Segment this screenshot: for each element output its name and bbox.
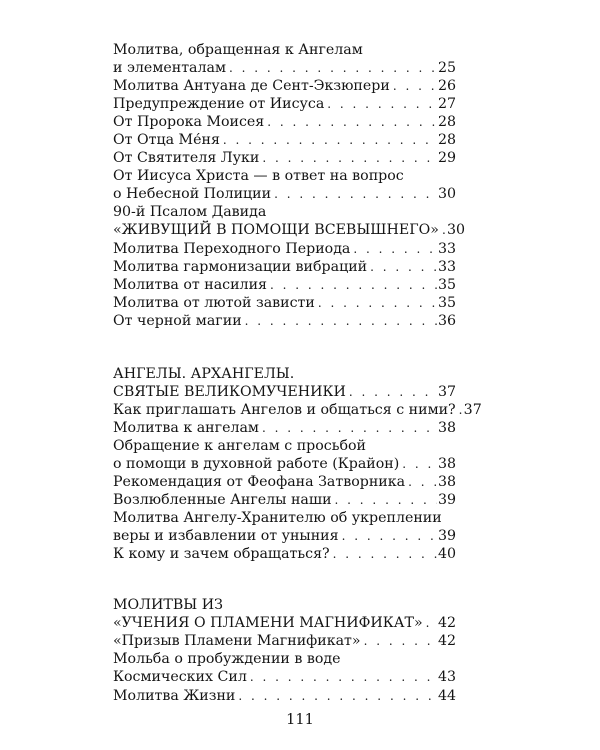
page-number: 111 [286, 712, 314, 728]
toc-entry[interactable] [113, 41, 456, 77]
toc-entry-line [113, 312, 456, 330]
dot-leader [442, 221, 446, 239]
toc-entry-title: «ЖИВУЩИЙ В ПОМОЩИ ВСЕВЫШНЕГО» [113, 222, 439, 239]
toc-page-number: 29 [437, 150, 456, 167]
toc-page-number: 44 [437, 687, 456, 704]
dot-leader [408, 473, 437, 491]
toc-page-number: 40 [437, 546, 456, 563]
dot-leader [342, 527, 437, 545]
dot-leader [335, 491, 437, 509]
toc-entry-line [113, 419, 456, 437]
toc-entry-title: Молитва гармонизации вибраций [113, 258, 368, 275]
toc-entry-title: «УЧЕНИЯ О ПЛАМЕНИ МАГНИФИКАТ» [113, 615, 423, 632]
dot-leader [364, 632, 437, 650]
toc-page-number: 35 [437, 294, 456, 311]
toc-entry[interactable] [113, 596, 456, 632]
toc-page-number: 35 [437, 276, 456, 293]
toc-entry-title: Молитва от насилия [113, 276, 267, 293]
toc-entry[interactable] [113, 419, 456, 437]
toc-entry-line [113, 240, 456, 258]
toc-entry-line [113, 596, 456, 614]
toc-entry-title: «Призыв Пламени Магнификат» [113, 633, 361, 650]
toc-entry[interactable] [113, 276, 456, 294]
toc-page-number: 37 [463, 401, 482, 418]
toc-entry-line [113, 203, 456, 221]
toc-entry[interactable] [113, 650, 456, 686]
toc-entry-title: Молитва Переходного Периода [113, 240, 351, 257]
toc-entry-line [113, 473, 456, 491]
toc-entry-title: АНГЕЛЫ. АРХАНГЕЛЫ. [113, 365, 295, 382]
toc-entry[interactable] [113, 113, 456, 131]
toc-entry-title: Молитва Антуана де Сент-Экзюпери [113, 78, 390, 95]
toc-page-number: 30 [437, 186, 456, 203]
toc-entry-title: Космических Сил [113, 669, 247, 686]
dot-leader [426, 614, 437, 632]
toc-entry-title: От Отца Ме́ня [113, 132, 220, 149]
toc-entry-line [113, 95, 456, 113]
toc-entry-title: Молитва Ангелу-Хранителю об укреплении [113, 510, 442, 527]
toc-page-number: 27 [437, 96, 456, 113]
toc-page-number: 38 [437, 419, 456, 436]
toc-page-number: 39 [437, 528, 456, 545]
toc-entry[interactable] [113, 473, 456, 491]
toc-entry[interactable] [113, 491, 456, 509]
toc-page-number: 37 [437, 383, 456, 400]
toc-entry-title: Рекомендация от Феофана Затворника [113, 474, 406, 491]
toc-entry-title: От Святителя Луки [113, 150, 260, 167]
toc-page-number: 26 [437, 78, 456, 95]
toc-entry[interactable] [113, 294, 456, 312]
toc-page-number: 30 [446, 222, 465, 239]
toc-page-number: 38 [437, 474, 456, 491]
toc-entry[interactable] [113, 401, 482, 419]
toc-entry-line [113, 687, 456, 705]
toc-page-number: 42 [437, 615, 456, 632]
toc-entry[interactable] [113, 365, 456, 401]
toc-entry-line [113, 491, 456, 509]
toc-entry-line [113, 455, 456, 473]
section-gap [113, 330, 456, 365]
toc-entry-title: СВЯТЫЕ ВЕЛИКОМУЧЕНИКИ [113, 383, 346, 400]
dot-leader [267, 113, 437, 131]
toc-entry[interactable] [113, 95, 456, 113]
toc-entry-title: От Иисуса Христа — в ответ на вопрос [113, 168, 404, 185]
toc-entry[interactable] [113, 509, 456, 545]
toc-entry-line [113, 668, 456, 686]
toc-entry-title: Молитва, обращенная к Ангелам [113, 42, 363, 58]
toc-entry-line [113, 77, 456, 95]
toc-entry-line [113, 41, 456, 59]
dot-leader [262, 149, 437, 167]
dot-leader [402, 455, 437, 473]
toc-entry-title: о Небесной Полиции [113, 186, 272, 203]
dot-leader [262, 419, 437, 437]
dot-leader [223, 131, 437, 149]
toc-entry-title: Предупреждение от Иисуса [113, 96, 325, 113]
dot-leader [393, 77, 437, 95]
toc-entry-title: Мольба о пробуждении в воде [113, 651, 341, 668]
toc-entry-line [113, 632, 456, 650]
toc-page-number: 38 [437, 455, 456, 472]
toc-entry-line [113, 258, 456, 276]
toc-entry-title: К кому и зачем обращаться? [113, 546, 330, 563]
toc-page-number: 43 [437, 669, 456, 686]
toc-entry-line [113, 437, 456, 455]
toc-entry-title: 90-й Псалом Давида [113, 204, 267, 221]
toc-entry-title: Молитва к ангелам [113, 419, 259, 436]
toc-entry-line [113, 294, 456, 312]
toc-entry-title: Возлюбленные Ангелы наши [113, 492, 332, 509]
toc-section [113, 41, 465, 330]
dot-leader [250, 668, 437, 686]
toc-entry[interactable] [113, 149, 456, 167]
dot-leader [459, 401, 463, 419]
dot-leader [238, 687, 437, 705]
toc-entry-title: и элементалам [113, 60, 227, 77]
toc-entry[interactable] [113, 437, 456, 473]
toc-page-number: 28 [437, 132, 456, 149]
toc-entry-title: Молитва Жизни [113, 687, 236, 704]
toc-page-number: 39 [437, 492, 456, 509]
toc-entry-line [113, 545, 456, 563]
toc-page-number: 33 [437, 240, 456, 257]
toc-entry-title: о помощи в духовной работе (Крайон) [113, 455, 400, 472]
toc-section [113, 365, 482, 564]
toc-entry-line [113, 167, 456, 185]
toc-entry[interactable] [113, 131, 456, 149]
toc-entry[interactable] [113, 77, 456, 95]
table-of-contents [113, 41, 482, 705]
toc-entry-line [113, 365, 456, 383]
toc-entry[interactable] [113, 258, 456, 276]
toc-page-number: 36 [437, 312, 456, 329]
toc-entry-line [113, 650, 456, 668]
toc-entry-line [113, 131, 456, 149]
dot-leader [333, 545, 437, 563]
toc-entry[interactable] [113, 632, 456, 650]
toc-entry[interactable] [113, 545, 456, 563]
toc-entry-line [113, 59, 456, 77]
toc-entry-title: Как приглашать Ангелов и общаться с ними? [113, 401, 456, 418]
dot-leader [229, 59, 437, 77]
toc-entry-line [113, 113, 456, 131]
toc-entry-line [113, 185, 456, 203]
dot-leader [353, 240, 437, 258]
toc-entry[interactable] [113, 167, 456, 203]
dot-leader [327, 95, 437, 113]
toc-entry-line [113, 149, 456, 167]
toc-page-number: 42 [437, 633, 456, 650]
dot-leader [318, 294, 437, 312]
toc-entry-line [113, 221, 465, 239]
toc-entry[interactable] [113, 312, 456, 330]
section-gap [113, 563, 456, 596]
toc-entry-title: веры и избавлении от уныния [113, 528, 339, 545]
toc-entry-title: От черной магии [113, 312, 242, 329]
toc-entry[interactable] [113, 687, 456, 705]
toc-entry-line [113, 276, 456, 294]
dot-leader [245, 312, 437, 330]
dot-leader [349, 383, 437, 401]
toc-page-number: 28 [437, 114, 456, 131]
toc-entry-title: Обращение к ангелам с просьбой [113, 437, 366, 454]
toc-page-number: 25 [437, 60, 456, 77]
toc-page-number: 33 [437, 258, 456, 275]
toc-entry-line [113, 527, 456, 545]
toc-entry-title: МОЛИТВЫ ИЗ [113, 597, 223, 614]
toc-entry[interactable] [113, 240, 456, 258]
toc-section [113, 596, 456, 704]
toc-entry-title: Молитва от лютой зависти [113, 294, 315, 311]
dot-leader [274, 185, 437, 203]
toc-entry-title: От Пророка Моисея [113, 114, 265, 131]
toc-entry-line [113, 401, 482, 419]
toc-entry-line [113, 614, 456, 632]
dot-leader [270, 276, 437, 294]
toc-entry[interactable] [113, 203, 465, 239]
toc-entry-line [113, 383, 456, 401]
toc-entry-line [113, 509, 456, 527]
dot-leader [370, 258, 437, 276]
